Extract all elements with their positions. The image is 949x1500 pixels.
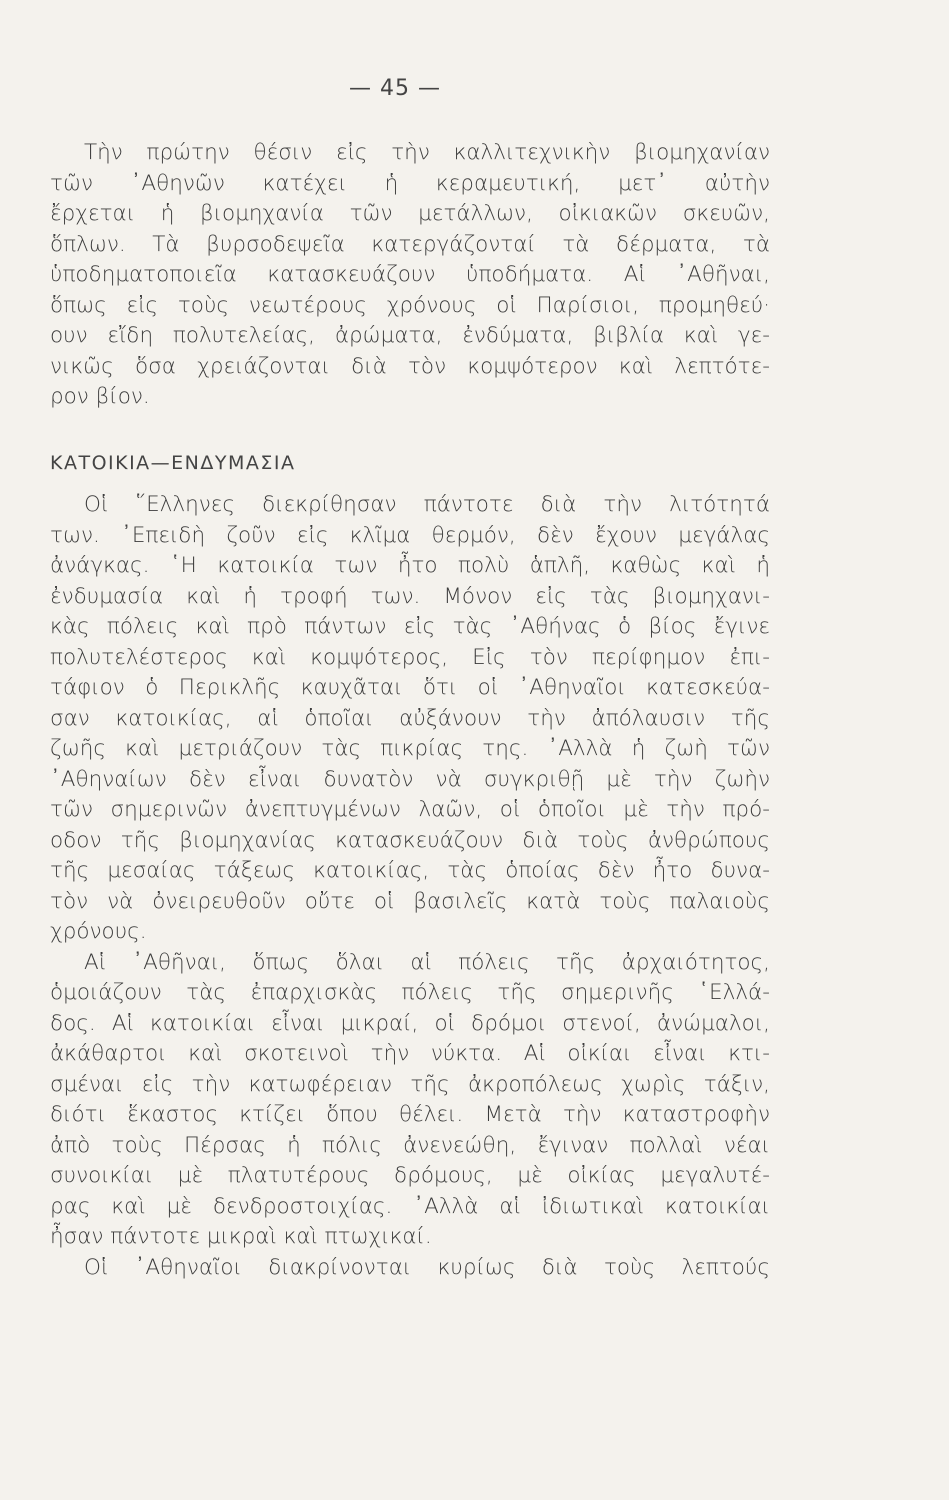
text-line: ουν εἴδη πολυτελείας, ἀρώματα, ἐνδύματα, βιβλία καὶ γε- — [50, 323, 770, 348]
text-line: ᾿Αθηναίων δὲν εἶναι δυνατὸν νὰ συγκριθῇ μὲ τὴν ζωὴν — [50, 766, 770, 792]
text-line: των. ᾿Επειδὴ ζοῦν εἰς κλῖμα θερμόν, δὲν ἔχουν μεγάλας — [50, 522, 770, 548]
text-line: τῶν ᾿Αθηνῶν κατέχει ἡ κεραμευτική, μετ᾽ αὐτὴν — [50, 170, 770, 196]
section-heading: ΚΑΤΟΙΚΙΑ—ΕΝΔΥΜΑΣΙΑ — [50, 452, 296, 474]
text-line: συνοικίαι μὲ πλατυτέρους δρόμους, μὲ οἰκίας μεγαλυτέ- — [50, 1163, 770, 1188]
text-line: ἦσαν πάντοτε μικραὶ καὶ πτωχικαί. — [50, 1224, 432, 1249]
text-line: ὑποδηματοποιεῖα κατασκευάζουν ὑποδήματα. Αἱ ᾿Αθῆναι, — [50, 262, 770, 287]
text-line: τῶν σημερινῶν ἀνεπτυγμένων λαῶν, οἱ ὁποῖοι μὲ τὴν πρό- — [50, 797, 770, 822]
text-line: διότι ἕκαστος κτίζει ὅπου θέλει. Μετὰ τὴν καταστροφὴν — [50, 1102, 770, 1127]
text-line: ἀνάγκας. ῾Η κατοικία των ἦτο πολὺ ἁπλῆ, καθὼς καὶ ἡ — [50, 553, 770, 578]
text-line: οδον τῆς βιομηχανίας κατασκευάζουν διὰ τοὺς ἀνθρώπους — [50, 827, 770, 853]
text-line: ὅπως εἰς τοὺς νεωτέρους χρόνους οἱ Παρίσιοι, προμηθεύ· — [50, 292, 770, 318]
text-line: ἀπὸ τοὺς Πέρσας ἡ πόλις ἀνενεώθη, ἔγιναν πολλαὶ νέαι — [50, 1132, 770, 1158]
text-line: ὅπλων. Τὰ βυρσοδεψεῖα κατεργάζονταί τὰ δέρματα, τὰ — [50, 231, 770, 257]
text-line: ἔρχεται ἡ βιομηχανία τῶν μετάλλων, οἰκιακῶν σκευῶν, — [50, 201, 770, 226]
text-line: σμέναι εἰς τὴν κατωφέρειαν τῆς ἀκροπόλεως χωρὶς τάξιν, — [50, 1071, 770, 1097]
text-line: ὁμοιάζουν τὰς ἐπαρχισκὰς πόλεις τῆς σημερινῆς ῾Ελλά- — [50, 980, 770, 1005]
text-line: κὰς πόλεις καὶ πρὸ πάντων εἰς τὰς ᾿Αθήνας ὁ βίος ἔγινε — [50, 614, 770, 639]
text-line: ζωῆς καὶ μετριάζουν τὰς πικρίας της. ᾿Αλλὰ ἡ ζωὴ τῶν — [50, 736, 770, 761]
text-line: Οἱ ῞Ελληνες διεκρίθησαν πάντοτε διὰ τὴν λιτότητά — [84, 492, 770, 517]
section1-paragraph — [50, 138, 770, 413]
text-line: ρον βίον. — [50, 384, 150, 409]
page-number: — 45 — — [349, 76, 441, 101]
text-line: σαν κατοικίας, αἱ ὁποῖαι αὐξάνουν τὴν ἀπόλαυσιν τῆς — [50, 705, 770, 731]
text-line: Αἱ ᾿Αθῆναι, ὅπως ὅλαι αἱ πόλεις τῆς ἀρχαιότητος, — [84, 949, 770, 975]
text-line: χρόνους. — [50, 919, 147, 944]
text-line: τάφιον ὁ Περικλῆς καυχᾶται ὅτι οἱ ᾿Αθηναῖοι κατεσκεύα- — [50, 675, 770, 700]
text-line: τῆς μεσαίας τάξεως κατοικίας, τὰς ὁποίας δὲν ἦτο δυνα- — [50, 858, 770, 883]
text-line: Οἱ ᾿Αθηναῖοι διακρίνονται κυρίως διὰ τοὺς λεπτούς — [84, 1254, 770, 1280]
text-line: ρας καὶ μὲ δενδροστοιχίας. ᾿Αλλὰ αἱ ἰδιωτικαὶ κατοικίαι — [50, 1193, 770, 1219]
text-line: δος. Αἱ κατοικίαι εἶναι μικραί, οἱ δρόμοι στενοί, ἀνώμαλοι, — [50, 1010, 770, 1036]
text-line: Τὴν πρώτην θέσιν εἰς τὴν καλλιτεχνικὴν βιομηχανίαν — [84, 140, 770, 165]
text-line: τὸν νὰ ὀνειρευθοῦν οὔτε οἱ βασιλεῖς κατὰ τοὺς παλαιοὺς — [50, 888, 770, 914]
text-line: ἐνδυμασία καὶ ἡ τροφή των. Μόνον εἰς τὰς βιομηχανι- — [50, 583, 770, 609]
text-line: πολυτελέστερος καὶ κομψότερος, Εἰς τὸν περίφημον ἐπι- — [50, 644, 770, 670]
text-line: νικῶς ὅσα χρειάζονται διὰ τὸν κομψότερον καὶ λεπτότε- — [50, 353, 770, 379]
text-line: ἀκάθαρτοι καὶ σκοτεινοὶ τὴν νύκτα. Αἱ οἰκίαι εἶναι κτι- — [50, 1041, 770, 1066]
section2-body — [50, 490, 770, 1283]
